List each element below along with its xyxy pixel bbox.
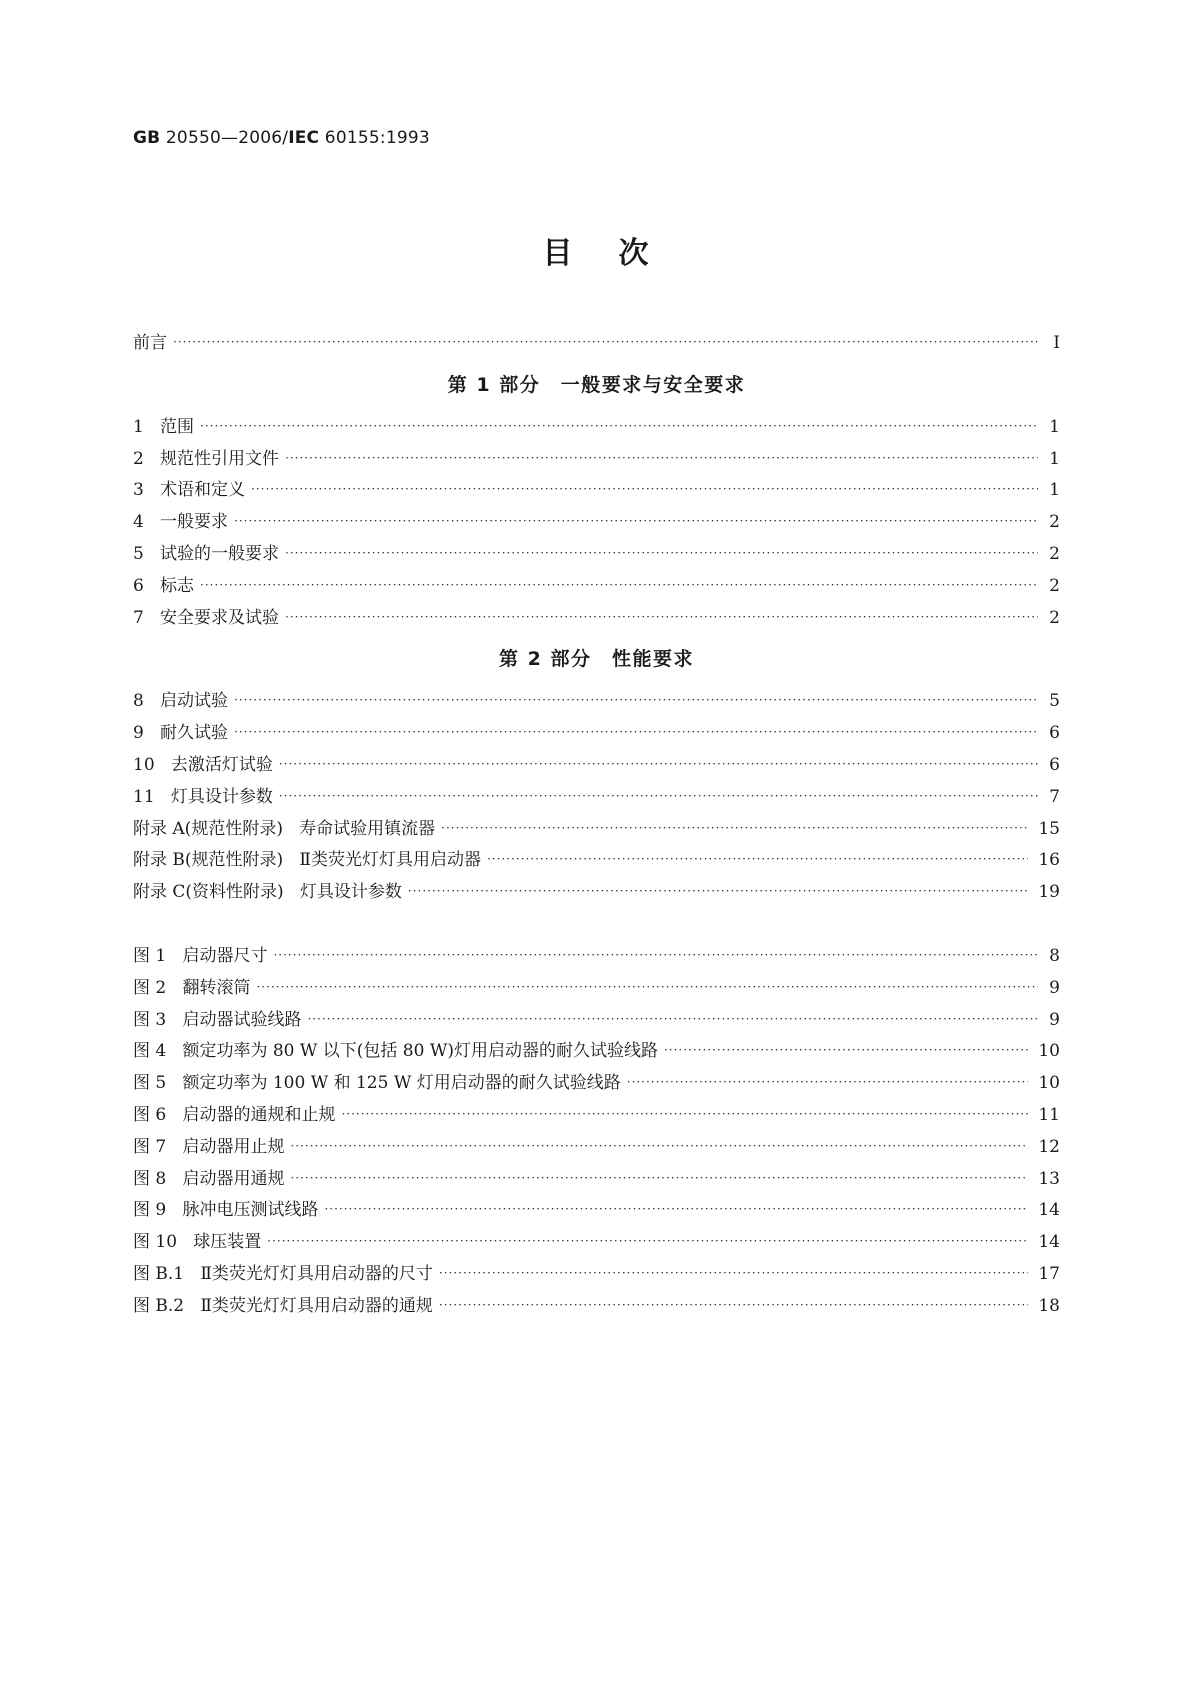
dot-leader <box>173 335 1038 349</box>
toc-entry-number: 图 6 <box>133 1104 167 1125</box>
dot-leader <box>234 514 1038 528</box>
toc-entry-label <box>133 1259 439 1284</box>
dot-leader <box>234 693 1038 707</box>
toc-entry-text: 启动器用止规 <box>182 1136 285 1157</box>
toc-entry-figure[interactable] <box>133 941 1060 973</box>
toc-entry[interactable] <box>133 686 1060 718</box>
toc-entry-figure[interactable] <box>133 1259 1060 1291</box>
toc-entry-label <box>133 782 279 807</box>
toc-entry-number: 10 <box>133 754 155 775</box>
dot-leader <box>279 757 1038 771</box>
dot-leader <box>285 610 1038 624</box>
toc-entry-label <box>133 571 200 596</box>
toc-entry[interactable] <box>133 603 1060 635</box>
toc-entry-label <box>133 845 487 870</box>
toc-entry-page: 8 <box>1049 945 1060 966</box>
toc-entry-page: I <box>1053 333 1060 353</box>
toc-entry-page: 14 <box>1038 1200 1060 1221</box>
toc-entry-number: 11 <box>133 786 155 807</box>
toc-entry-annex[interactable] <box>133 877 1060 909</box>
toc-entry-page: 15 <box>1038 818 1060 839</box>
dot-leader <box>439 1298 1028 1312</box>
toc-entry[interactable] <box>133 782 1060 814</box>
toc-entry-number: 2 <box>133 448 144 469</box>
toc-entry-page: 10 <box>1038 1073 1060 1094</box>
table-of-contents <box>133 328 1060 1323</box>
toc-title: 目次 <box>542 236 695 271</box>
toc-entry-text: 去激活灯试验 <box>170 754 273 775</box>
toc-entry-number: 图 1 <box>133 945 167 966</box>
toc-entry-label <box>133 1132 290 1157</box>
toc-entry-label <box>133 1036 664 1061</box>
toc-entry-text: Ⅱ类荧光灯灯具用启动器的尺寸 <box>200 1263 433 1284</box>
toc-entry-label <box>133 814 441 839</box>
dot-leader <box>290 1171 1028 1185</box>
toc-entry-label <box>133 1291 439 1316</box>
toc-entry-figure[interactable] <box>133 973 1060 1005</box>
toc-entry-page: 2 <box>1049 543 1060 564</box>
toc-entry-label <box>133 1100 341 1125</box>
toc-entry-text: 脉冲电压测试线路 <box>182 1200 319 1221</box>
toc-entry-number: 图 9 <box>133 1200 167 1221</box>
section-spacer <box>133 909 1060 941</box>
toc-entry-label: 前言 <box>133 333 167 353</box>
toc-entry-page: 19 <box>1038 882 1060 903</box>
toc-entry-page: 1 <box>1049 480 1060 501</box>
toc-entry-text: 启动试验 <box>160 691 229 712</box>
toc-entry[interactable] <box>133 718 1060 750</box>
dot-leader <box>279 789 1038 803</box>
toc-entry[interactable] <box>133 750 1060 782</box>
dot-leader <box>256 980 1038 994</box>
part1-heading: 第 1 部分 一般要求与安全要求 <box>447 373 746 396</box>
toc-entry-number: 图 7 <box>133 1136 167 1157</box>
toc-entry-page: 1 <box>1049 448 1060 469</box>
toc-entry-page: 1 <box>1049 416 1060 437</box>
toc-entry-text: 启动器试验线路 <box>182 1009 302 1030</box>
toc-entry-label <box>133 539 285 564</box>
dot-leader <box>285 451 1038 465</box>
toc-entry-page: 6 <box>1049 754 1060 775</box>
dot-leader <box>408 884 1028 898</box>
iec-number: 60155:1993 <box>319 128 430 148</box>
toc-entry-text: 试验的一般要求 <box>160 543 280 564</box>
toc-entry-page: 17 <box>1038 1263 1060 1284</box>
toc-entry-page: 18 <box>1038 1295 1060 1316</box>
toc-entry-figure[interactable] <box>133 1036 1060 1068</box>
toc-entry-text: 翻转滚筒 <box>182 977 251 998</box>
standard-code: GB <box>133 128 161 148</box>
toc-entry-label <box>133 603 285 628</box>
toc-entry-number: 附录 C(资料性附录) <box>133 882 284 903</box>
toc-entry-number: 图 2 <box>133 977 167 998</box>
toc-entry-text: 标志 <box>160 575 195 596</box>
toc-entry-text: 额定功率为 80 W 以下(包括 80 W)灯用启动器的耐久试验线路 <box>182 1041 658 1062</box>
toc-entry-number: 图 5 <box>133 1073 167 1094</box>
toc-entry-page: 9 <box>1049 977 1060 998</box>
toc-entry-number: 6 <box>133 575 144 596</box>
toc-entry[interactable] <box>133 507 1060 539</box>
toc-entry-figure[interactable] <box>133 1164 1060 1196</box>
standard-number-header <box>133 128 430 148</box>
toc-entry-number: 7 <box>133 607 144 628</box>
toc-entry-label <box>133 877 408 902</box>
toc-entry-number: 9 <box>133 723 144 744</box>
toc-entry[interactable] <box>133 571 1060 603</box>
toc-entry-label <box>133 718 234 743</box>
toc-entry[interactable] <box>133 539 1060 571</box>
toc-entry-page: 5 <box>1049 691 1060 712</box>
toc-entry-text: 耐久试验 <box>160 723 229 744</box>
toc-entry-label <box>133 1068 627 1093</box>
toc-entry-figure[interactable] <box>133 1291 1060 1323</box>
dot-leader <box>324 1202 1028 1216</box>
toc-entry-label <box>133 941 273 966</box>
toc-entry-text: 灯具设计参数 <box>170 786 273 807</box>
toc-entry-figure[interactable] <box>133 1195 1060 1227</box>
dot-leader <box>273 948 1038 962</box>
toc-entry-page: 2 <box>1049 512 1060 533</box>
toc-entry-page: 11 <box>1038 1104 1060 1125</box>
iec-code: IEC <box>288 128 320 148</box>
toc-entry-label <box>133 444 285 469</box>
toc-entry-text: 灯具设计参数 <box>299 882 402 903</box>
toc-entry-label <box>133 1005 307 1030</box>
toc-entry-page: 9 <box>1049 1009 1060 1030</box>
toc-entry-label <box>133 507 234 532</box>
toc-entry-text: 启动器尺寸 <box>182 945 268 966</box>
toc-entry-label <box>133 750 279 775</box>
toc-entry-label <box>133 973 256 998</box>
toc-entry-label <box>133 1164 290 1189</box>
toc-entry-number: 图 4 <box>133 1041 167 1062</box>
dot-leader <box>285 546 1038 560</box>
dot-leader <box>290 1139 1028 1153</box>
toc-entry-label <box>133 1195 324 1220</box>
dot-leader <box>664 1043 1028 1057</box>
toc-entry-number: 3 <box>133 480 144 501</box>
toc-entry-text: 范围 <box>160 416 195 437</box>
toc-entry-number: 图 10 <box>133 1232 178 1253</box>
toc-entry[interactable] <box>133 475 1060 507</box>
toc-entry-label <box>133 412 200 437</box>
dot-leader <box>439 1266 1028 1280</box>
toc-entry-number: 附录 B(规范性附录) <box>133 850 284 871</box>
toc-entry[interactable] <box>133 412 1060 444</box>
toc-entry-annex[interactable] <box>133 814 1060 846</box>
dot-leader <box>200 419 1038 433</box>
toc-entry-figure[interactable] <box>133 1068 1060 1100</box>
dot-leader <box>200 578 1038 592</box>
toc-entry-figure[interactable] <box>133 1132 1060 1164</box>
toc-entry-number: 图 3 <box>133 1009 167 1030</box>
toc-entry-label <box>133 686 234 711</box>
toc-entry-text: 规范性引用文件 <box>160 448 280 469</box>
toc-entry-text: Ⅱ类荧光灯灯具用启动器的通规 <box>200 1295 433 1316</box>
standard-number: 20550—2006/ <box>160 128 289 148</box>
toc-entry-page: 7 <box>1049 786 1060 807</box>
toc-entry-page: 16 <box>1038 850 1060 871</box>
toc-entry-text: 术语和定义 <box>160 480 246 501</box>
toc-entry-number: 1 <box>133 416 144 437</box>
toc-entry-page: 10 <box>1038 1041 1060 1062</box>
dot-leader <box>341 1107 1028 1121</box>
dot-leader <box>251 482 1038 496</box>
toc-entry-text: 启动器的通规和止规 <box>182 1104 336 1125</box>
toc-entry-number: 附录 A(规范性附录) <box>133 818 283 839</box>
dot-leader <box>234 725 1038 739</box>
toc-entry-text: 启动器用通规 <box>182 1168 285 1189</box>
toc-entry-preface[interactable] <box>133 328 1060 360</box>
toc-entry-text: 球压装置 <box>193 1232 262 1253</box>
dot-leader <box>307 1012 1038 1026</box>
toc-entry-page: 12 <box>1038 1136 1060 1157</box>
toc-entry-page: 14 <box>1038 1232 1060 1253</box>
toc-entry-figure[interactable] <box>133 1227 1060 1259</box>
part2-heading: 第 2 部分 性能要求 <box>499 648 694 671</box>
toc-entry-number: 4 <box>133 512 144 533</box>
toc-entry-label <box>133 1227 267 1252</box>
toc-entry-page: 13 <box>1038 1168 1060 1189</box>
toc-entry-text: Ⅱ类荧光灯灯具用启动器 <box>299 850 481 871</box>
toc-entry-label <box>133 475 251 500</box>
dot-leader <box>267 1234 1028 1248</box>
toc-entry-text: 安全要求及试验 <box>160 607 280 628</box>
toc-entry-number: 8 <box>133 691 144 712</box>
dot-leader <box>627 1075 1029 1089</box>
toc-entry-number: 5 <box>133 543 144 564</box>
toc-entry-page: 2 <box>1049 575 1060 596</box>
toc-entry-text: 寿命试验用镇流器 <box>299 818 436 839</box>
dot-leader <box>487 852 1028 866</box>
toc-entry-page: 2 <box>1049 607 1060 628</box>
toc-entry-figure[interactable] <box>133 1100 1060 1132</box>
toc-entry[interactable] <box>133 444 1060 476</box>
toc-entry-page: 6 <box>1049 723 1060 744</box>
toc-entry-text: 额定功率为 100 W 和 125 W 灯用启动器的耐久试验线路 <box>182 1073 621 1094</box>
dot-leader <box>441 821 1028 835</box>
toc-entry-annex[interactable] <box>133 845 1060 877</box>
toc-entry-figure[interactable] <box>133 1005 1060 1037</box>
toc-entry-number: 图 8 <box>133 1168 167 1189</box>
toc-entry-text: 一般要求 <box>160 512 229 533</box>
toc-entry-number: 图 B.1 <box>133 1263 185 1284</box>
toc-entry-number: 图 B.2 <box>133 1295 185 1316</box>
